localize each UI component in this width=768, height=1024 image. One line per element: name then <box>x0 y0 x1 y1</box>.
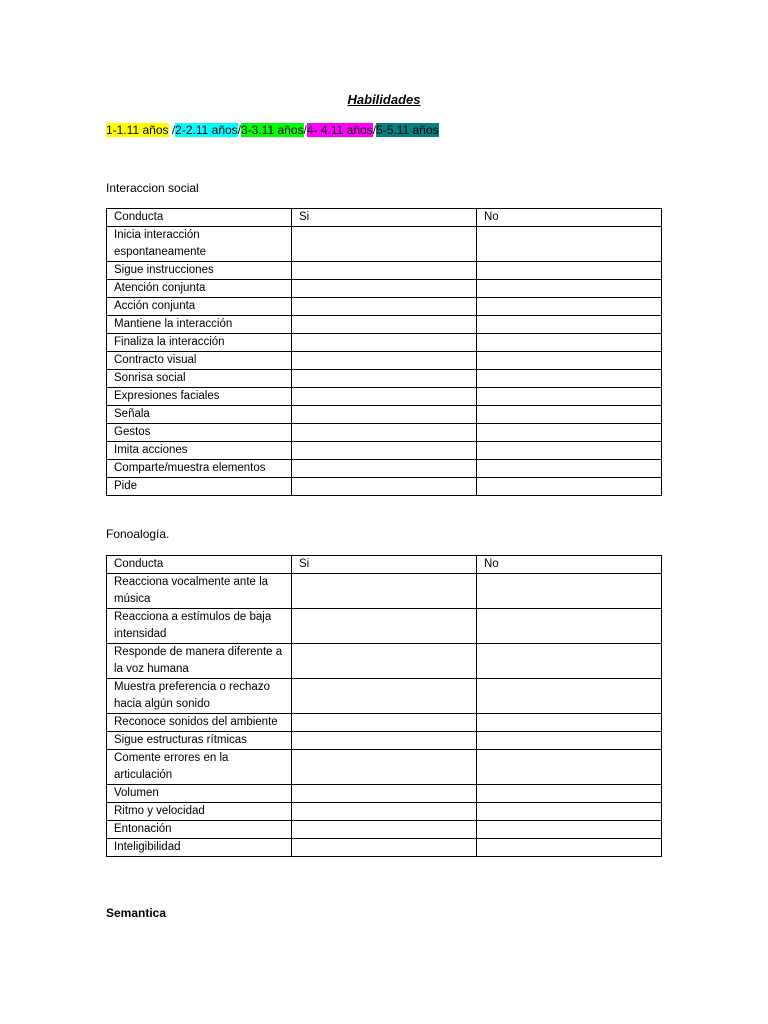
si-cell[interactable] <box>292 406 477 424</box>
table-row <box>107 352 662 370</box>
si-cell[interactable] <box>292 679 477 714</box>
page-title: Habilidades <box>347 92 421 107</box>
table-row <box>107 442 662 460</box>
interaccion-social-table <box>106 208 662 496</box>
age-range-1-label: 1-1.11 años <box>106 123 169 137</box>
table-row <box>107 316 662 334</box>
conducta-cell: Comparte/muestra elementos <box>107 460 292 478</box>
si-cell[interactable] <box>292 370 477 388</box>
fonoalogia-table <box>106 555 662 857</box>
no-cell[interactable] <box>477 227 662 262</box>
no-cell[interactable] <box>477 714 662 732</box>
conducta-cell: Contracto visual <box>107 352 292 370</box>
table-row <box>107 609 662 644</box>
age-range-1 <box>106 122 169 138</box>
fonoalogia-table-body <box>107 556 662 857</box>
no-cell[interactable] <box>477 334 662 352</box>
no-cell[interactable] <box>477 316 662 334</box>
no-cell[interactable] <box>477 821 662 839</box>
si-cell[interactable] <box>292 714 477 732</box>
si-cell[interactable] <box>292 280 477 298</box>
si-cell[interactable] <box>292 442 477 460</box>
si-cell[interactable] <box>292 460 477 478</box>
age-range-4-separator: / <box>372 123 377 137</box>
conducta-cell: Inteligibilidad <box>107 839 292 857</box>
conducta-cell: Imita acciones <box>107 442 292 460</box>
si-cell[interactable] <box>292 785 477 803</box>
conducta-cell: Responde de manera diferente a la voz humana <box>107 644 292 679</box>
table-row <box>107 406 662 424</box>
table-row <box>107 227 662 262</box>
age-range-1-separator: / <box>168 123 176 137</box>
age-range-2-label: 2-2.11 años <box>175 123 238 137</box>
age-range-5-label: 5-5.11 años <box>376 123 439 137</box>
conducta-cell: Entonación <box>107 821 292 839</box>
section-title-semantica: Semantica <box>106 906 167 920</box>
conducta-cell: Reacciona a estímulos de baja intensidad <box>107 609 292 644</box>
si-cell[interactable] <box>292 262 477 280</box>
table-header-cell: Si <box>292 209 477 227</box>
age-ranges-legend <box>106 122 439 138</box>
conducta-cell: Gestos <box>107 424 292 442</box>
no-cell[interactable] <box>477 478 662 496</box>
age-range-4 <box>307 122 373 138</box>
table-row <box>107 424 662 442</box>
section-title-fonoalogia: Fonoalogía. <box>106 527 170 541</box>
no-cell[interactable] <box>477 424 662 442</box>
conducta-cell: Inicia interacción espontaneamente <box>107 227 292 262</box>
si-cell[interactable] <box>292 609 477 644</box>
table-header-cell: No <box>477 556 662 574</box>
no-cell[interactable] <box>477 352 662 370</box>
table-header-cell: Si <box>292 556 477 574</box>
no-cell[interactable] <box>477 406 662 424</box>
table-row <box>107 388 662 406</box>
no-cell[interactable] <box>477 460 662 478</box>
si-cell[interactable] <box>292 478 477 496</box>
age-range-5 <box>376 122 439 138</box>
conducta-cell: Expresiones faciales <box>107 388 292 406</box>
conducta-cell: Ritmo y velocidad <box>107 803 292 821</box>
conducta-cell: Sigue estructuras rítmicas <box>107 732 292 750</box>
si-cell[interactable] <box>292 750 477 785</box>
table-row <box>107 334 662 352</box>
table-row <box>107 574 662 609</box>
conducta-cell: Reacciona vocalmente ante la música <box>107 574 292 609</box>
no-cell[interactable] <box>477 679 662 714</box>
conducta-cell: Reconoce sonidos del ambiente <box>107 714 292 732</box>
table-header-row <box>107 209 662 227</box>
si-cell[interactable] <box>292 644 477 679</box>
table-header-cell: Conducta <box>107 556 292 574</box>
conducta-cell: Sigue instrucciones <box>107 262 292 280</box>
no-cell[interactable] <box>477 574 662 609</box>
no-cell[interactable] <box>477 750 662 785</box>
age-range-3-label: 3-3.11 años <box>241 123 304 137</box>
si-cell[interactable] <box>292 298 477 316</box>
table-row <box>107 478 662 496</box>
no-cell[interactable] <box>477 732 662 750</box>
conducta-cell: Pide <box>107 478 292 496</box>
section-title-interaccion-social: Interaccion social <box>106 181 199 195</box>
table-row <box>107 370 662 388</box>
conducta-cell: Finaliza la interacción <box>107 334 292 352</box>
table-row <box>107 262 662 280</box>
table-row <box>107 679 662 714</box>
conducta-cell: Muestra preferencia o rechazo hacia algún sonido <box>107 679 292 714</box>
table-row <box>107 280 662 298</box>
table-header-cell: No <box>477 209 662 227</box>
table-header-cell: Conducta <box>107 209 292 227</box>
table-row <box>107 750 662 785</box>
no-cell[interactable] <box>477 370 662 388</box>
age-range-2-separator: / <box>237 123 242 137</box>
age-range-4-label: 4- 4.11 años <box>306 123 373 137</box>
si-cell[interactable] <box>292 803 477 821</box>
si-cell[interactable] <box>292 316 477 334</box>
age-range-3-separator: / <box>303 123 307 137</box>
no-cell[interactable] <box>477 262 662 280</box>
table-row <box>107 803 662 821</box>
table-row <box>107 644 662 679</box>
no-cell[interactable] <box>477 803 662 821</box>
conducta-cell: Señala <box>107 406 292 424</box>
no-cell[interactable] <box>477 442 662 460</box>
table-row <box>107 821 662 839</box>
si-cell[interactable] <box>292 388 477 406</box>
si-cell[interactable] <box>292 839 477 857</box>
table-row <box>107 785 662 803</box>
table-row <box>107 714 662 732</box>
conducta-cell: Atención conjunta <box>107 280 292 298</box>
conducta-cell: Comente errores en la articulación <box>107 750 292 785</box>
table-row <box>107 460 662 478</box>
no-cell[interactable] <box>477 280 662 298</box>
no-cell[interactable] <box>477 388 662 406</box>
si-cell[interactable] <box>292 821 477 839</box>
interaccion-social-table-body <box>107 209 662 496</box>
conducta-cell: Sonrisa social <box>107 370 292 388</box>
si-cell[interactable] <box>292 574 477 609</box>
table-header-row <box>107 556 662 574</box>
si-cell[interactable] <box>292 352 477 370</box>
no-cell[interactable] <box>477 785 662 803</box>
age-range-2 <box>175 122 238 138</box>
no-cell[interactable] <box>477 839 662 857</box>
conducta-cell: Acción conjunta <box>107 298 292 316</box>
no-cell[interactable] <box>477 644 662 679</box>
si-cell[interactable] <box>292 732 477 750</box>
conducta-cell: Volumen <box>107 785 292 803</box>
no-cell[interactable] <box>477 298 662 316</box>
conducta-cell: Mantiene la interacción <box>107 316 292 334</box>
age-range-3 <box>241 122 304 138</box>
table-row <box>107 732 662 750</box>
no-cell[interactable] <box>477 609 662 644</box>
si-cell[interactable] <box>292 227 477 262</box>
si-cell[interactable] <box>292 424 477 442</box>
table-row <box>107 839 662 857</box>
table-row <box>107 298 662 316</box>
si-cell[interactable] <box>292 334 477 352</box>
